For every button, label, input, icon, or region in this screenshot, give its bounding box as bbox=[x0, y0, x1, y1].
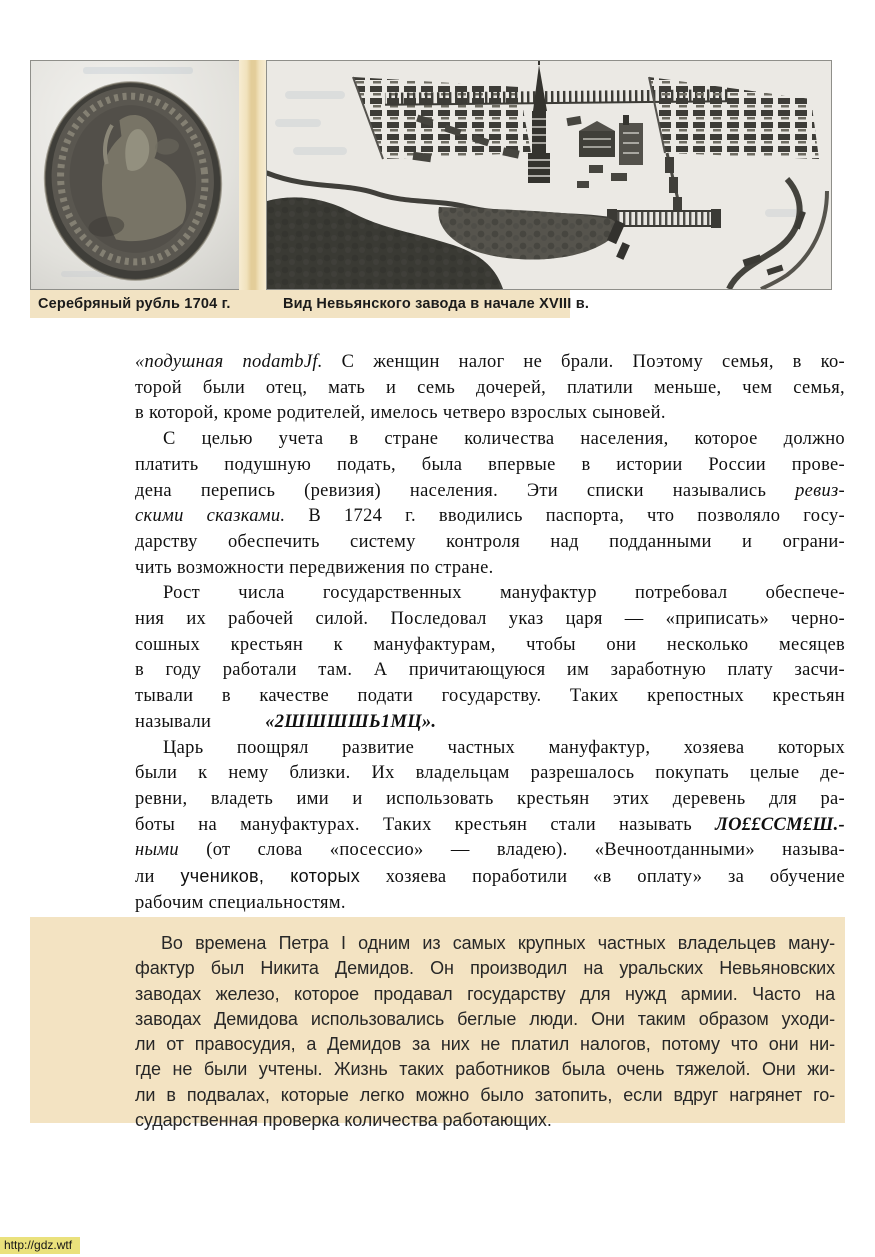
text-segment: ревни, владеть ими и использовать крестьян этих деревень для ра- bbox=[135, 788, 845, 809]
text-segment: ревиз- bbox=[795, 480, 845, 501]
text-line bbox=[135, 530, 845, 556]
text-line bbox=[135, 453, 845, 479]
text-line bbox=[135, 607, 845, 633]
text-segment: рабочим специальностям. bbox=[135, 892, 346, 913]
text-segment: учеников, которых bbox=[180, 866, 361, 887]
text-line bbox=[135, 1108, 835, 1133]
figure-divider-strip bbox=[239, 60, 266, 290]
factory-caption: Вид Невьянского завода в начале XVIII в. bbox=[283, 296, 590, 312]
text-line bbox=[135, 813, 845, 839]
text-segment: Рост числа государственных мануфактур потребовал обеспече- bbox=[163, 583, 845, 604]
text-line bbox=[135, 761, 845, 787]
text-segment: (от слова «посессио» — владею). «Вечноотданными» называ- bbox=[178, 840, 845, 861]
text-segment: заводах железо, которое продавал государству для нужд армии. Часто на bbox=[135, 983, 835, 1004]
text-line bbox=[135, 891, 845, 917]
text-line bbox=[135, 401, 845, 427]
text-segment: ли от правосудия, а Демидов за них не платил налогов, потому что они ни- bbox=[135, 1034, 835, 1055]
text-line bbox=[135, 736, 845, 762]
text-segment: ли bbox=[135, 867, 181, 888]
text-segment: В 1724 г. вводились паспорта, что позволяло госу- bbox=[285, 506, 845, 527]
demidov-infobox bbox=[30, 917, 845, 1131]
paragraph bbox=[135, 931, 835, 1133]
text-line bbox=[135, 350, 845, 376]
text-segment: скими сказками. bbox=[135, 506, 286, 527]
text-segment: сошных крестьян к мануфактурам, чтобы они несколько месяцев bbox=[135, 634, 845, 655]
silver-ruble-photo bbox=[30, 60, 240, 290]
text-segment: сударственная проверка количества работающих. bbox=[135, 1110, 552, 1131]
text-line bbox=[135, 581, 845, 607]
text-segment: ли в подвалах, которые легко можно было затопить, если вдруг нагрянет го- bbox=[135, 1084, 835, 1105]
text-line bbox=[135, 710, 845, 736]
factory-image bbox=[267, 61, 831, 289]
watermark-link[interactable]: http://gdz.wtf bbox=[4, 1238, 73, 1252]
text-segment: заводах Демидова использовались беглые люди. Они таким образом уходи- bbox=[135, 1008, 835, 1029]
nevyansk-factory-engraving bbox=[266, 60, 832, 290]
caption-bar bbox=[30, 290, 590, 318]
text-segment: «2ШШШШЬ1МЦ». bbox=[265, 711, 437, 732]
paragraph bbox=[135, 350, 845, 427]
text-segment: боты на мануфактурах. Таких крестьян стали называть bbox=[135, 814, 716, 835]
text-segment: были к нему близки. Их владельцам разрешалось покупать целые де- bbox=[135, 763, 845, 784]
text-segment: ными bbox=[135, 840, 179, 861]
text-segment: «подушная nodambJf. bbox=[135, 352, 323, 372]
main-text bbox=[135, 350, 845, 916]
text-line bbox=[135, 982, 835, 1007]
text-line bbox=[135, 427, 845, 453]
text-segment: дена перепись (ревизия) населения. Эти списки назывались bbox=[135, 480, 796, 501]
text-segment: фактур был Никита Демидов. Он производил на уральских Невьяновских bbox=[135, 958, 835, 979]
text-line bbox=[135, 479, 845, 505]
infobox-text bbox=[135, 931, 835, 1133]
text-segment: в году работали там. А причитающуюся им заработную плату засчи- bbox=[135, 660, 845, 681]
watermark-badge[interactable] bbox=[0, 1237, 80, 1254]
text-segment: чить возможности передвижения по стране. bbox=[135, 557, 494, 578]
text-segment: тывали в качестве подати государству. Таких крепостных крестьян bbox=[135, 686, 845, 707]
text-segment: ния их рабочей силой. Последовал указ царя — «приписать» черно- bbox=[135, 609, 845, 630]
text-segment: платить подушную подать, была впервые в истории России прове- bbox=[135, 454, 845, 475]
text-line bbox=[135, 956, 835, 981]
paragraph bbox=[135, 427, 845, 581]
text-segment: торой были отец, мать и семь дочерей, платили меньше, чем семья, bbox=[135, 377, 845, 398]
coin-image bbox=[31, 61, 239, 289]
text-line bbox=[135, 658, 845, 684]
text-line bbox=[135, 376, 845, 402]
text-line bbox=[135, 556, 845, 582]
text-line bbox=[135, 931, 835, 956]
text-segment: дарству обеспечить систему контроля над подданными и ограни- bbox=[135, 531, 845, 552]
text-line bbox=[135, 684, 845, 710]
text-segment: где не были учтены. Жизнь таких работников была очень тяжелой. Они жи- bbox=[135, 1059, 835, 1080]
text-line bbox=[135, 787, 845, 813]
text-segment: в которой, кроме родителей, имелось четверо взрослых сыновей. bbox=[135, 403, 666, 424]
paragraph bbox=[135, 581, 845, 735]
text-segment: С целью учета в стране количества населения, которое должно bbox=[163, 429, 845, 450]
text-line bbox=[135, 838, 845, 864]
text-line bbox=[135, 1007, 835, 1032]
text-segment: хозяева поработили «в оплату» за обучение bbox=[360, 867, 845, 888]
text-segment: С женщин налог не брали. Поэтому семья, в ко- bbox=[322, 352, 845, 372]
text-line bbox=[135, 864, 845, 891]
text-segment: называли bbox=[135, 711, 212, 732]
coin-caption: Серебряный рубль 1704 г. bbox=[38, 296, 231, 312]
text-segment: Во времена Петра I одним из самых крупных частных владельцев ману- bbox=[161, 933, 835, 953]
text-segment: Царь поощрял развитие частных мануфактур, хозяева которых bbox=[163, 737, 845, 758]
text-line bbox=[135, 504, 845, 530]
text-segment: ЛО££ССМ£Ш.- bbox=[715, 814, 845, 835]
text-line bbox=[135, 1032, 835, 1057]
paragraph bbox=[135, 736, 845, 917]
text-line bbox=[135, 1057, 835, 1082]
text-line bbox=[135, 1083, 835, 1108]
text-line bbox=[135, 633, 845, 659]
